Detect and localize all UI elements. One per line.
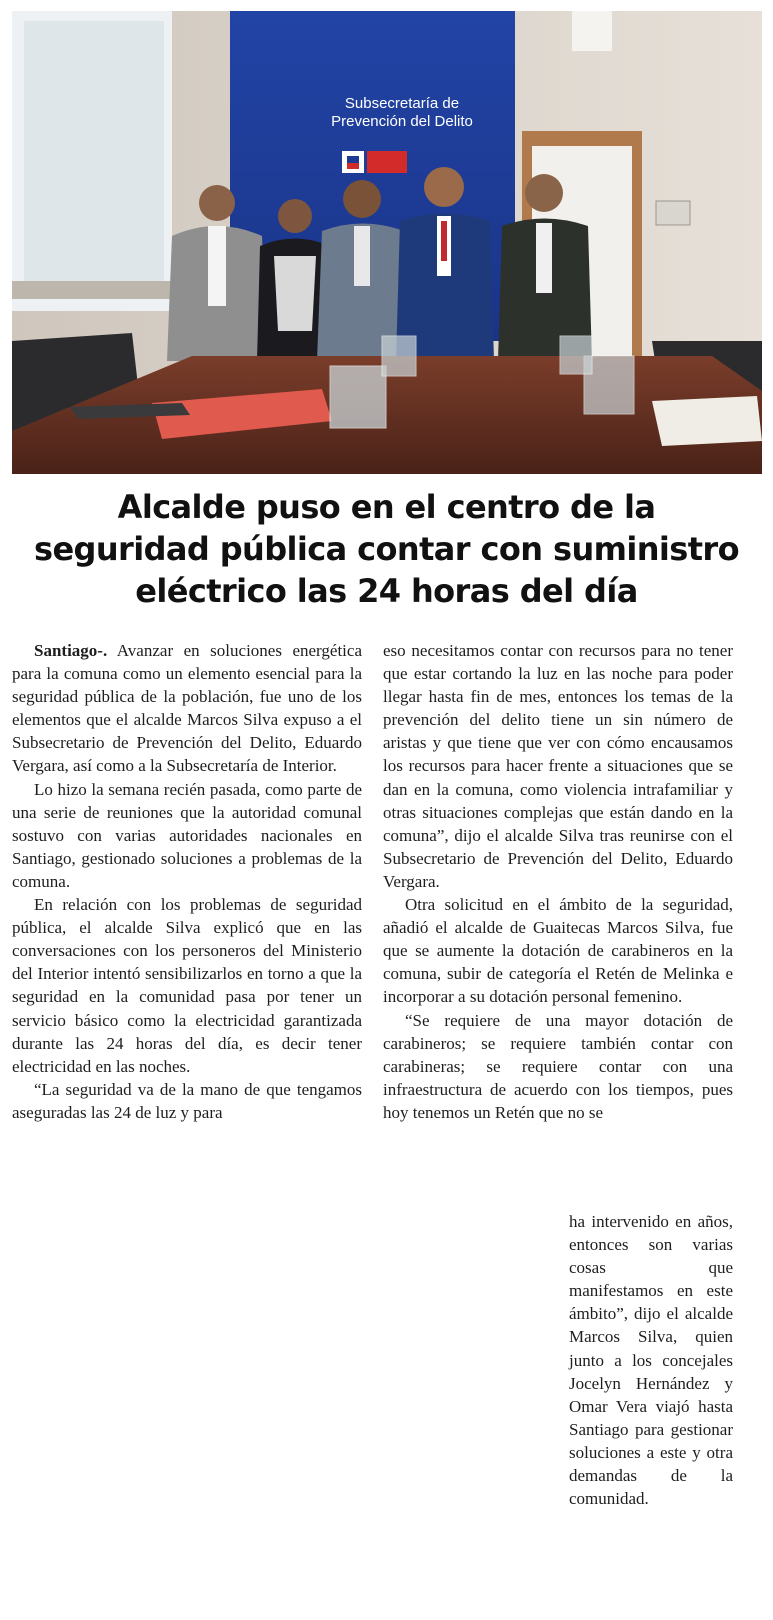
dateline: Santiago-. (34, 641, 108, 660)
paragraph-4-start: “La seguridad va de la mano de que tengamos aseguradas las 24 de luz y para (12, 1079, 362, 1122)
paragraph-6-tail: ha intervenido en años, entonces son varias cosas que manifestamos en este ámbito”, dijo el alcalde Marcos Silva, quien junto a los concejales Jocelyn Hernández y Omar Vera viajó hasta Santiago para gestionar soluciones a este y otra demandas de la comunidad. (569, 1212, 733, 1509)
paragraph-1-text: Avanzar en soluciones energética para la comuna como un elemento esencial para la seguridad pública de la población, fue uno de los elementos que el alcalde Marcos Silva expuso a el Subsecretario de Prevención del Delito, Eduardo Vergara, así como a la Subsecretaría de Interior. (12, 641, 362, 776)
paragraph-2: Lo hizo la semana recién pasada, como parte de una serie de reuniones que la autoridad comunal sostuvo con varias autoridades nacionales en Santiago, gestionado soluciones a problemas de la comuna. (12, 779, 362, 891)
meeting-photo-illustration (12, 11, 762, 474)
article-photo (12, 11, 762, 474)
banner-line-1: Subsecretaría de (344, 95, 460, 112)
article-column-right (383, 639, 733, 1124)
article-headline (8, 486, 765, 612)
paragraph-5: Otra solicitud en el ámbito de la seguridad, añadió el alcalde de Guaitecas Marcos Silva, fue que se aumente la dotación de carabineros en la comuna, subir de categoría el Retén de Melinka e incorporar a su dotación personal femenino. (383, 895, 733, 1007)
paragraph-3: En relación con los problemas de seguridad pública, el alcalde Silva explicó que en las conversaciones con los personeros del Ministerio del Interior intentó sensibilizarlos en torno a que la seguridad en la comunidad pasa por tener un servicio básico como la electricidad garantizada durante las 24 horas del día, es decir tener electricidad en las noches. (12, 895, 362, 1076)
headline-line-1: Alcalde puso en el centro de la (117, 488, 656, 526)
headline-line-2: seguridad pública contar con suministro (34, 530, 739, 568)
article-column-left (12, 639, 362, 1124)
banner-line-2: Prevención del Delito (331, 113, 473, 130)
paragraph-6-start: “Se requiere de una mayor dotación de carabineros; se requiere también contar con carabineras; se requiere contar con una infraestructura de acuerdo con los tiempos, pues hoy tenemos un Retén que no se (383, 1010, 733, 1122)
article-column-tail (569, 1210, 733, 1510)
paragraph-4-continued: eso necesitamos contar con recursos para no tener que estar cortando la luz en las noche para poder llegar hasta fin de mes, entonces los temas de la prevención del delito tiene un sin número de aristas y que tiene que ver con cómo encausamos los recursos para hacer frente a situaciones que se dan en la comuna, como violencia intrafamiliar y otras situaciones complejas que están dando en la comuna”, dijo el alcalde Silva tras reunirse con el Subsecretario de Prevención del Delito, Eduardo Vergara. (383, 641, 733, 891)
banner-text (282, 95, 522, 131)
paragraph-1 (12, 639, 362, 778)
headline-line-3: eléctrico las 24 horas del día (135, 572, 638, 610)
